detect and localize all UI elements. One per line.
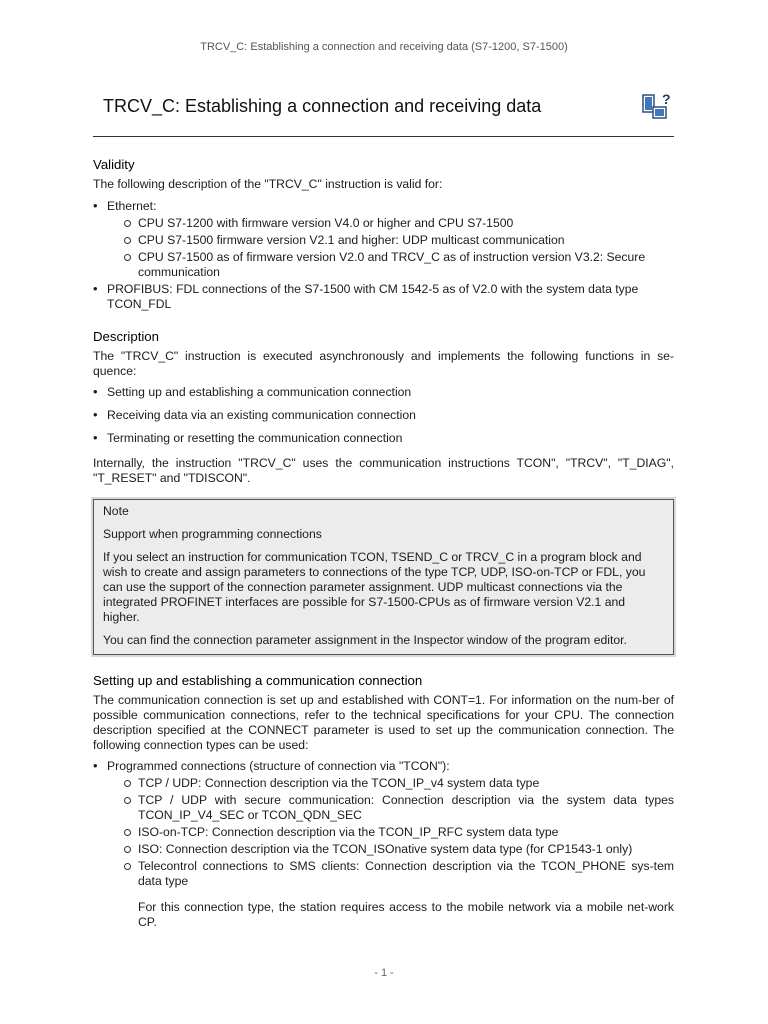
page-title: TRCV_C: Establishing a connection and receiving data	[103, 96, 542, 116]
page-number: - 1 -	[374, 967, 394, 979]
validity-list	[93, 199, 674, 312]
svg-text:?: ?	[662, 91, 671, 107]
note-box	[93, 499, 674, 655]
sub-list	[107, 216, 674, 280]
note-paragraph: You can find the connection parameter assignment in the Inspector window of the program editor.	[103, 633, 627, 647]
bullet-icon: •	[93, 758, 98, 773]
description-heading: Description	[93, 329, 159, 344]
circle-bullet-icon	[124, 846, 131, 853]
sub-list-item: CPU S7-1500 as of firmware version V2.0 and TRCV_C as of instruction version V3.2: Secure communication	[107, 250, 674, 280]
note-paragraph: If you select an instruction for communication TCON, TSEND_C or TRCV_C in a program block and wish to create and assign parameters to connections of the type TCP, UDP, ISO-on-TCP or FDL, you can use the support of the connection parameter assignment. UDP multicast connections via the integrated PROFINET interfaces are possible for S7-1500-CPUs as of firmware version V2.1 and higher.	[103, 550, 646, 624]
description-outro: Internally, the instruction "TRCV_C" uses the communication instructions TCON", "TRCV", "T_DIAG", "T_RESET" and "TDISCON".	[93, 456, 674, 485]
sub-list-item: ISO-on-TCP: Connection description via the TCON_IP_RFC system data type	[107, 825, 674, 840]
bullet-icon: •	[93, 198, 98, 213]
setup-list	[93, 759, 674, 930]
help-icon[interactable]	[642, 90, 674, 122]
circle-bullet-icon	[124, 254, 131, 261]
title-block	[93, 88, 674, 137]
list-item: • Receiving data via an existing communication connection	[93, 407, 416, 422]
list-item: • Ethernet: CPU S7-1200 with firmware version V4.0 or higher and CPU S7-1500 CPU S7-1500 firmware version V2.1 and higher: UDP multicast communication CPU S7-1500 as of firmware version V2.0 and TRCV_C as of instruction version V3.2: Secure communication	[93, 199, 674, 280]
circle-bullet-icon	[124, 780, 131, 787]
circle-bullet-icon	[124, 220, 131, 227]
list-item: • Programmed connections (structure of connection via "TCON"): TCP / UDP: Connection description via the TCON_IP_v4 system data type TCP / UDP with secure communication: Connection description via the system data types TCON_IP_V4_SEC or TCON_QDN_SEC ISO-on-TCP: Connection description via the TCON_IP_RFC system data type ISO: Connection description via the TCON_ISOnative system data type (for CP1543-1 only) Telecontrol connections to SMS clients: Connection description via the TCON_PHONE sys-tem data type For this connection type, the station requires access to the mobile network via a mobile net-work CP.	[93, 758, 674, 929]
circle-bullet-icon	[124, 863, 131, 870]
validity-intro: The following description of the "TRCV_C" instruction is valid for:	[93, 177, 443, 191]
setup-intro: The communication connection is set up and established with CONT=1. For information on the num-ber of possible communication connections, refer to the technical specifications for your CPU. The connection description specified at the CONNECT parameter is used to set up the communication connection. The following connection types can be used:	[93, 693, 674, 752]
sub-list-item: TCP / UDP: Connection description via the TCON_IP_v4 system data type	[107, 776, 674, 791]
setup-heading: Setting up and establishing a communication connection	[93, 673, 423, 688]
sub-list-item: Telecontrol connections to SMS clients: Connection description via the TCON_PHONE sys-tem data type	[107, 859, 674, 889]
bullet-icon: •	[93, 430, 98, 445]
circle-bullet-icon	[124, 829, 131, 836]
sub-list-item: CPU S7-1500 firmware version V2.1 and higher: UDP multicast communication	[107, 233, 674, 248]
sub-list	[107, 776, 674, 889]
list-item: • Setting up and establishing a communication connection	[93, 384, 412, 399]
circle-bullet-icon	[124, 237, 131, 244]
note-label: Note	[103, 504, 129, 518]
note-subtitle: Support when programming connections	[103, 527, 322, 541]
sub-list-item: TCP / UDP with secure communication: Connection description via the system data types TCON_IP_V4_SEC or TCON_QDN_SEC	[107, 793, 674, 823]
bullet-icon: •	[93, 281, 98, 296]
list-item: • PROFIBUS: FDL connections of the S7-1500 with CM 1542-5 as of V2.0 with the system data type TCON_FDL	[93, 281, 639, 311]
sub-list-item: ISO: Connection description via the TCON_ISOnative system data type (for CP1543-1 only)	[107, 842, 674, 857]
sub-list-item: CPU S7-1200 with firmware version V4.0 or higher and CPU S7-1500	[107, 216, 674, 231]
bullet-icon: •	[93, 384, 98, 399]
running-header: TRCV_C: Establishing a connection and receiving data (S7-1200, S7-1500)	[200, 41, 568, 53]
description-intro: The "TRCV_C" instruction is executed asynchronously and implements the following functions in se-quence:	[93, 349, 674, 378]
validity-heading: Validity	[93, 157, 135, 172]
list-item: • Terminating or resetting the communication connection	[93, 430, 403, 445]
circle-bullet-icon	[124, 797, 131, 804]
bullet-icon: •	[93, 407, 98, 422]
document-body	[93, 156, 674, 930]
setup-note-paragraph: For this connection type, the station requires access to the mobile network via a mobile net-work CP.	[138, 900, 674, 929]
description-list	[93, 385, 674, 446]
